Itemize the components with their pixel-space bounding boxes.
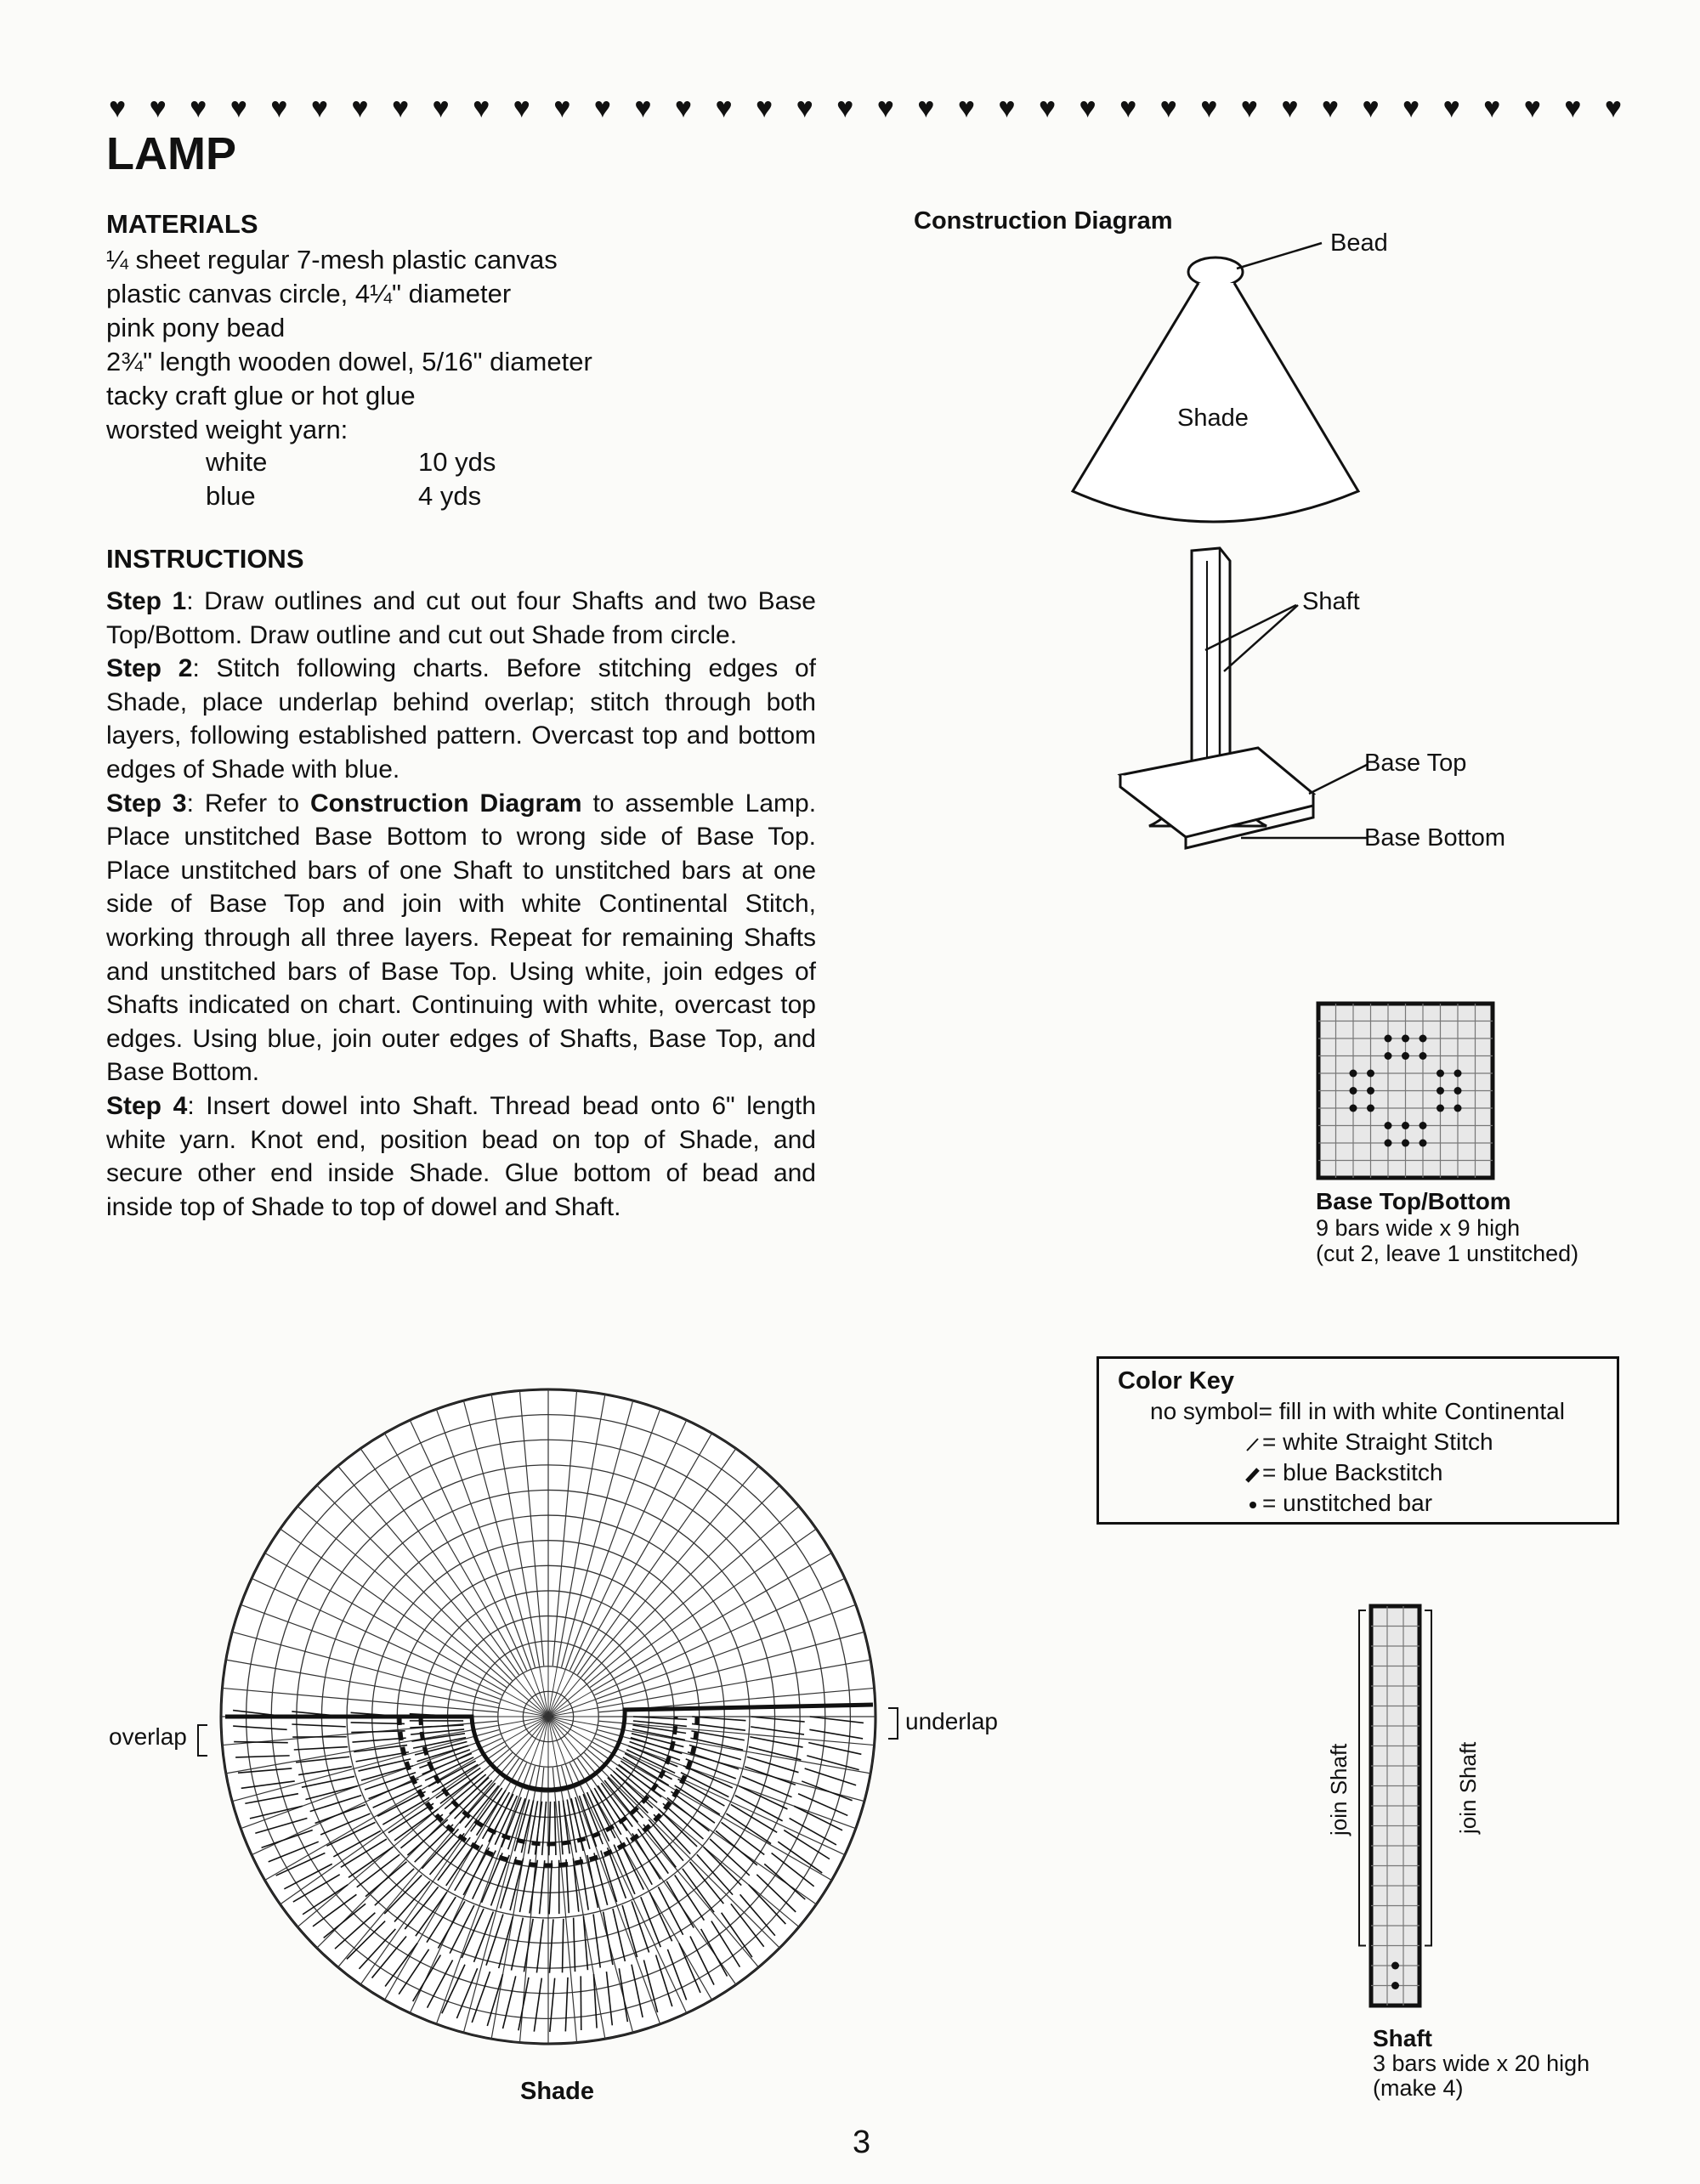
heart-icon: ♥ [756, 92, 774, 124]
step-label: Step 1 [106, 587, 187, 615]
base-chart-size: 9 bars wide x 9 high [1316, 1215, 1521, 1241]
heart-icon: ♥ [1038, 92, 1057, 124]
underlap-bracket [886, 1706, 903, 1740]
heart-icon: ♥ [432, 92, 450, 124]
heart-icon: ♥ [190, 92, 207, 124]
heart-icon: ♥ [391, 92, 410, 124]
join-shaft-left: join Shaft [1326, 1743, 1352, 1836]
color-key-box [1096, 1356, 1619, 1525]
unstitched-dot [1402, 1122, 1409, 1129]
heart-icon: ♥ [634, 92, 652, 124]
material-item: pink pony bead [106, 313, 286, 342]
step-text: : Stitch following charts. Before stitching edges of Shade, place underlap behind overlap; stitch through both layers, following established pattern. Overcast top and bottom edges of Shade with blue. [106, 654, 817, 784]
join-bracket-left [1359, 1610, 1366, 1946]
heart-icon: ♥ [674, 92, 693, 124]
yarn-amount: 10 yds [418, 447, 496, 477]
overlap-label: overlap [109, 1723, 187, 1750]
shaft-chart-note: (make 4) [1373, 2075, 1464, 2101]
shade-label: Shade [1177, 405, 1249, 432]
heart-icon: ♥ [1604, 92, 1622, 124]
bead-shape [1188, 257, 1243, 286]
heart-icon: ♥ [1119, 92, 1137, 124]
heart-icon: ♥ [1281, 92, 1299, 124]
unstitched-dot [1402, 1035, 1409, 1043]
no-symbol-label: no symbol [1150, 1398, 1259, 1424]
join-shaft-right: join Shaft [1455, 1741, 1481, 1834]
heart-icon: ♥ [270, 92, 288, 124]
unstitched-dot [1420, 1140, 1427, 1147]
shade-chart [208, 1428, 888, 2091]
step-label: Step 3 [106, 789, 187, 818]
unstitched-dot [1402, 1140, 1409, 1147]
heart-icon: ♥ [1079, 92, 1096, 124]
thick-slash-icon [1244, 1465, 1262, 1484]
unstitched-dot [1402, 1052, 1409, 1060]
heart-icon: ♥ [230, 92, 247, 124]
heart-icon: ♥ [998, 92, 1016, 124]
base-chart-note: (cut 2, leave 1 unstitched) [1316, 1241, 1579, 1266]
material-item: ¼ sheet regular 7-mesh plastic canvas [106, 245, 558, 274]
color-key-row [1150, 1398, 1565, 1425]
heart-icon: ♥ [1442, 92, 1460, 124]
color-key-text: = white Straight Stitch [1262, 1429, 1493, 1455]
page-number: 3 [853, 2125, 871, 2160]
color-key-row [1244, 1490, 1432, 1517]
bead-label: Bead [1330, 229, 1388, 257]
construction-heading: Construction Diagram [914, 207, 1173, 235]
unstitched-dot [1385, 1035, 1392, 1043]
heart-icon: ♥ [836, 92, 854, 124]
heart-icon: ♥ [796, 92, 813, 124]
heart-icon: ♥ [1362, 92, 1380, 124]
unstitched-dot [1367, 1105, 1374, 1112]
base-chart [1316, 1001, 1494, 1180]
unstitched-dot [1350, 1087, 1357, 1095]
yarn-amount: 4 yds [418, 481, 482, 511]
base-bottom-label: Base Bottom [1364, 824, 1506, 852]
heart-icon: ♥ [1523, 92, 1541, 124]
overlap-bracket [194, 1723, 211, 1757]
join-bracket-right [1425, 1610, 1431, 1946]
heart-icon: ♥ [715, 92, 733, 124]
step-label: Step 2 [106, 654, 193, 683]
underlap-label: underlap [905, 1708, 998, 1734]
material-item: worsted weight yarn: [106, 415, 348, 444]
unstitched-dot [1420, 1052, 1427, 1060]
heart-icon: ♥ [553, 92, 571, 124]
heart-icon: ♥ [1159, 92, 1177, 124]
color-key-row [1244, 1429, 1493, 1456]
color-key-text: = fill in with white Continental [1258, 1398, 1565, 1424]
heart-icon: ♥ [473, 92, 490, 124]
unstitched-dot [1385, 1122, 1392, 1129]
heart-icon: ♥ [957, 92, 975, 124]
page-title: LAMP [106, 128, 236, 179]
heart-icon: ♥ [1321, 92, 1340, 124]
heart-icon: ♥ [1200, 92, 1218, 124]
color-key-row [1244, 1459, 1442, 1486]
heart-icon: ♥ [1402, 92, 1420, 124]
shaft-chart [1347, 1606, 1441, 2014]
materials-heading: MATERIALS [106, 209, 258, 239]
shaft-chart-title: Shaft [1373, 2025, 1432, 2051]
instructions-heading: INSTRUCTIONS [106, 544, 304, 574]
unstitched-dot [1436, 1070, 1444, 1078]
shaft-chart-size: 3 bars wide x 20 high [1373, 2051, 1590, 2076]
unstitched-dot [1385, 1140, 1392, 1147]
unstitched-dot [1420, 1035, 1427, 1043]
unstitched-dot [1385, 1052, 1392, 1060]
color-key-text: = blue Backstitch [1262, 1459, 1443, 1485]
step-text: : Insert dowel into Shaft. Thread bead onto 6" length white yarn. Knot end, position bead on top of Shade, and secure other end inside Shade. Glue bottom of bead and inside top of Shade to top of dowel and Shaft. [106, 1091, 816, 1221]
heart-icon: ♥ [149, 92, 167, 124]
construction-diagram-ref: Construction Diagram [309, 789, 582, 818]
unstitched-dot [1454, 1070, 1462, 1078]
heart-icon: ♥ [513, 92, 530, 124]
shaft-label: Shaft [1302, 588, 1360, 615]
material-item: 2¾" length wooden dowel, 5/16" diameter [106, 347, 592, 376]
step-text: : Draw outlines and cut out four Shafts and two Base Top/Bottom. Draw outline and cut out Shade from circle. [106, 587, 816, 649]
heart-icon: ♥ [917, 92, 935, 124]
color-key-text: = unstitched bar [1262, 1490, 1433, 1516]
unstitched-dot [1350, 1105, 1357, 1112]
material-item: plastic canvas circle, 4¼" diameter [106, 279, 512, 308]
unstitched-dot [1436, 1105, 1444, 1112]
base-top-label: Base Top [1364, 750, 1467, 777]
color-key-title: Color Key [1118, 1367, 1234, 1395]
heart-icon: ♥ [351, 92, 369, 124]
unstitched-dot [1367, 1087, 1374, 1095]
dot-icon [1244, 1496, 1262, 1514]
heart-icon: ♥ [876, 92, 894, 124]
straight-stitch [234, 1742, 288, 1743]
yarn-color: white [206, 447, 268, 477]
shade-shape [1073, 283, 1358, 522]
material-item: tacky craft glue or hot glue [106, 381, 416, 410]
heart-icon: ♥ [1564, 92, 1582, 124]
unstitched-dot [1454, 1105, 1462, 1112]
step-label: Step 4 [106, 1091, 188, 1120]
heart-icon: ♥ [1483, 92, 1501, 124]
thin-slash-icon [1244, 1434, 1262, 1453]
unstitched-dot [1350, 1070, 1357, 1078]
unstitched-dot [1391, 1962, 1399, 1970]
unstitched-dot [1436, 1087, 1444, 1095]
step-text: : Refer to [186, 789, 310, 818]
step-text: to assemble Lamp. Place unstitched Base Bottom to wrong side of Base Top. Place unstitched bars of one Shaft to unstitched bars at one side of Base Top and join with white Continental Stitch, working through all three layers. Repeat for remaining Shafts and unstitched bars of Base Top. Using white, join edges of Shafts indicated on chart. Continuing with white, overcast top edges. Using blue, join outer edges of Shafts, Base Top, and Base Bottom. [106, 789, 817, 1087]
unstitched-dot [1391, 1982, 1399, 1989]
heart-icon: ♥ [109, 92, 127, 124]
heart-icon: ♥ [310, 92, 328, 124]
yarn-color: blue [206, 481, 256, 511]
heart-icon: ♥ [1240, 92, 1258, 124]
unstitched-dot [1420, 1122, 1427, 1129]
heart-icon: ♥ [593, 92, 611, 124]
shade-caption: Shade [520, 2078, 595, 2105]
base-chart-title: Base Top/Bottom [1316, 1188, 1511, 1214]
unstitched-dot [1367, 1070, 1374, 1078]
unstitched-dot [1454, 1087, 1462, 1095]
